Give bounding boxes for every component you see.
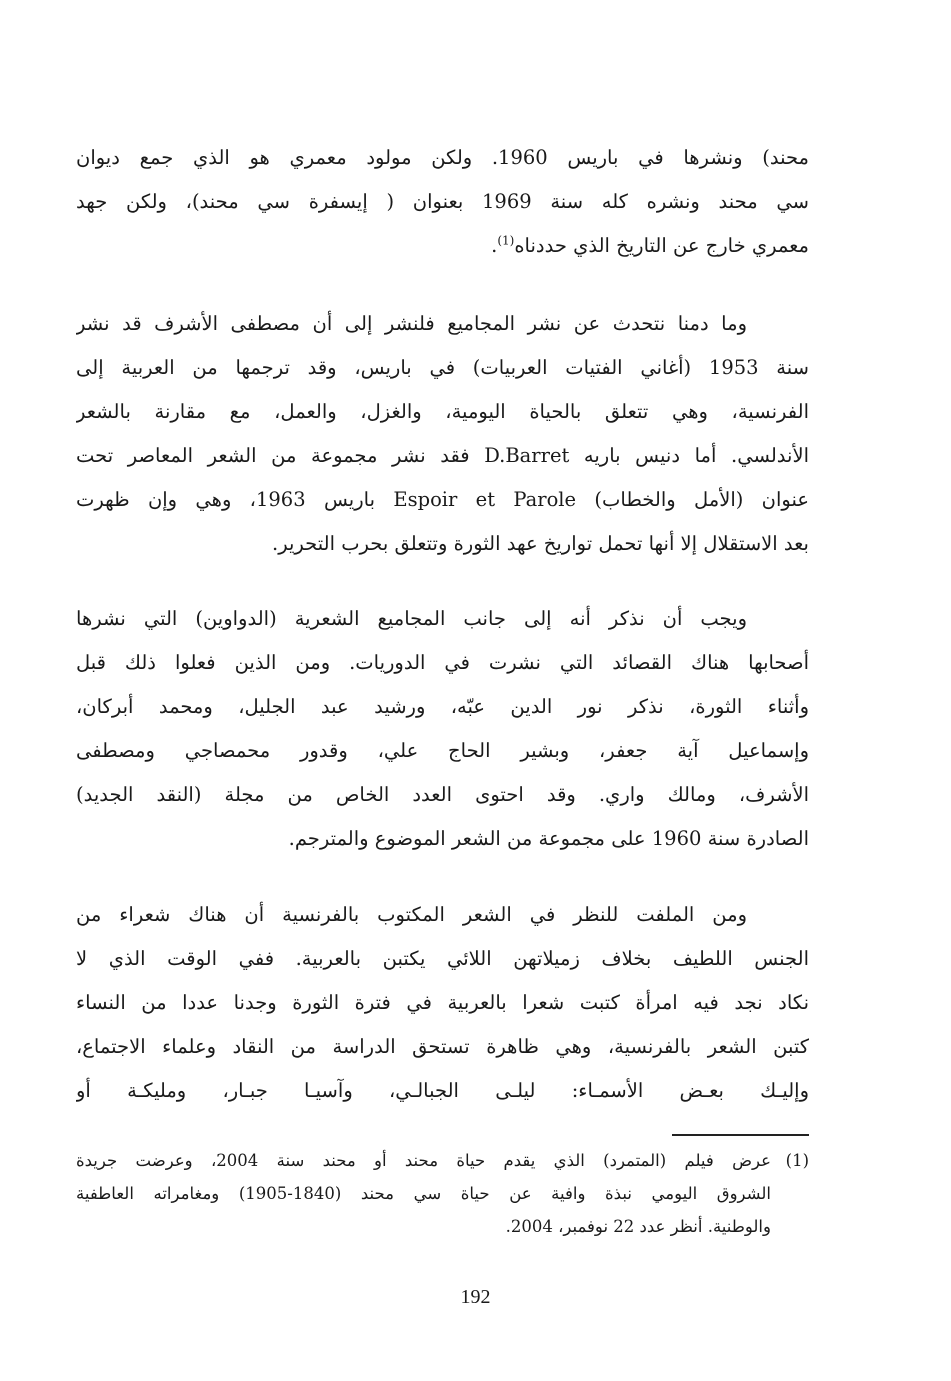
paragraph-4 xyxy=(76,893,809,1113)
text-line: وأثناء الثورة، نذكر نور الدين عبّه، ورشيد عبد الجليل، ومحمد أبركان، xyxy=(76,695,809,718)
footnote-line xyxy=(76,1144,809,1177)
paragraph-3 xyxy=(76,597,809,861)
paragraph-1 xyxy=(76,136,809,268)
text-line: عنوان (الأمل والخطاب) Espoir et Parole باريس 1963، وهي وإن ظهرت xyxy=(76,488,809,511)
text-line: وإليـك بعـض الأسمـاء: ليلـى الجبالـي، وآسيـا جبـار، ومليكـة أو xyxy=(76,1079,809,1102)
text-line-body: معمري خارج عن التاريخ الذي حددناه xyxy=(514,234,809,257)
text-line: ومن الملفت للنظر في الشعر المكتوب بالفرنسية أن هناك شعراء من xyxy=(76,903,747,926)
text-line: الجنس اللطيف بخلاف زميلاتهن اللائي يكتبن بالعربية. ففي الوقت الذي لا xyxy=(76,947,809,970)
text-line: وإسماعيل آية جعفر، وبشير الحاج علي، وقدور محمصاجي ومصطفى xyxy=(76,739,809,762)
footnote-reference[interactable]: (1) xyxy=(497,233,515,248)
text-line-end: . xyxy=(491,234,498,257)
footnote-line-text: عرض فيلم (المتمرد) الذي يقدم حياة محند أو محند سنة 2004، وعرضت جريدة xyxy=(76,1151,771,1170)
footnote-divider xyxy=(672,1134,809,1136)
footnote-number: (1) xyxy=(785,1151,809,1170)
text-line: كتبن الشعر بالفرنسية، وهي ظاهرة تستحق الدراسة من النقاد وعلماء الاجتماع، xyxy=(76,1035,809,1058)
paragraph-2 xyxy=(76,302,809,566)
footnote xyxy=(76,1144,809,1243)
text-line: وما دمنا نتحدث عن نشر المجاميع فلنشر إلى أن مصطفى الأشرف قد نشر xyxy=(76,312,747,335)
footnote-line: الشروق اليومي نبذة وافية عن حياة سي محند (1840-1905) ومغامراته العاطفية xyxy=(76,1184,771,1203)
text-line: بعد الاستقلال إلا أنها تحمل تواريخ عهد الثورة وتتعلق بحرب التحرير. xyxy=(272,532,809,555)
footnote-line: والوطنية. أنظر عدد 22 نوفمبر، 2004. xyxy=(505,1217,771,1236)
text-line: نكاد نجد فيه امرأة كتبت شعرا بالعربية في فترة الثورة وجدنا عددا من النساء xyxy=(76,991,809,1014)
text-line: الأندلسي. أما دنيس باريه D.Barret فقد نشر مجموعة من الشعر المعاصر تحت xyxy=(76,444,809,467)
text-line: أصحابها هناك القصائد التي نشرت في الدوريات. ومن الذين فعلوا ذلك قبل xyxy=(76,651,809,674)
text-line: محند) ونشرها في باريس 1960. ولكن مولود معمري هو الذي جمع ديوان xyxy=(76,146,809,169)
text-line: الفرنسية، وهي تتعلق بالحياة اليومية، والغزل، والعمل، مع مقارنة بالشعر xyxy=(76,400,809,423)
text-line xyxy=(76,224,809,268)
text-line: الصادرة سنة 1960 على مجموعة من الشعر الموضوع والمترجم. xyxy=(288,827,809,850)
text-line: الأشرف، ومالك واري. وقد احتوى العدد الخاص من مجلة (النقد الجديد) xyxy=(76,783,809,806)
page-number: 192 xyxy=(460,1286,491,1308)
text-line: سنة 1953 (أغاني الفتيات العربيات) في باريس، وقد ترجمها من العربية إلى xyxy=(76,356,809,379)
text-line: سي محند ونشره كله سنة 1969 بعنوان ( إيسفرة سي محند)، ولكن جهد xyxy=(76,190,809,213)
text-line: ويجب أن نذكر أنه إلى جانب المجاميع الشعرية (الدواوين) التي نشرها xyxy=(76,607,747,630)
